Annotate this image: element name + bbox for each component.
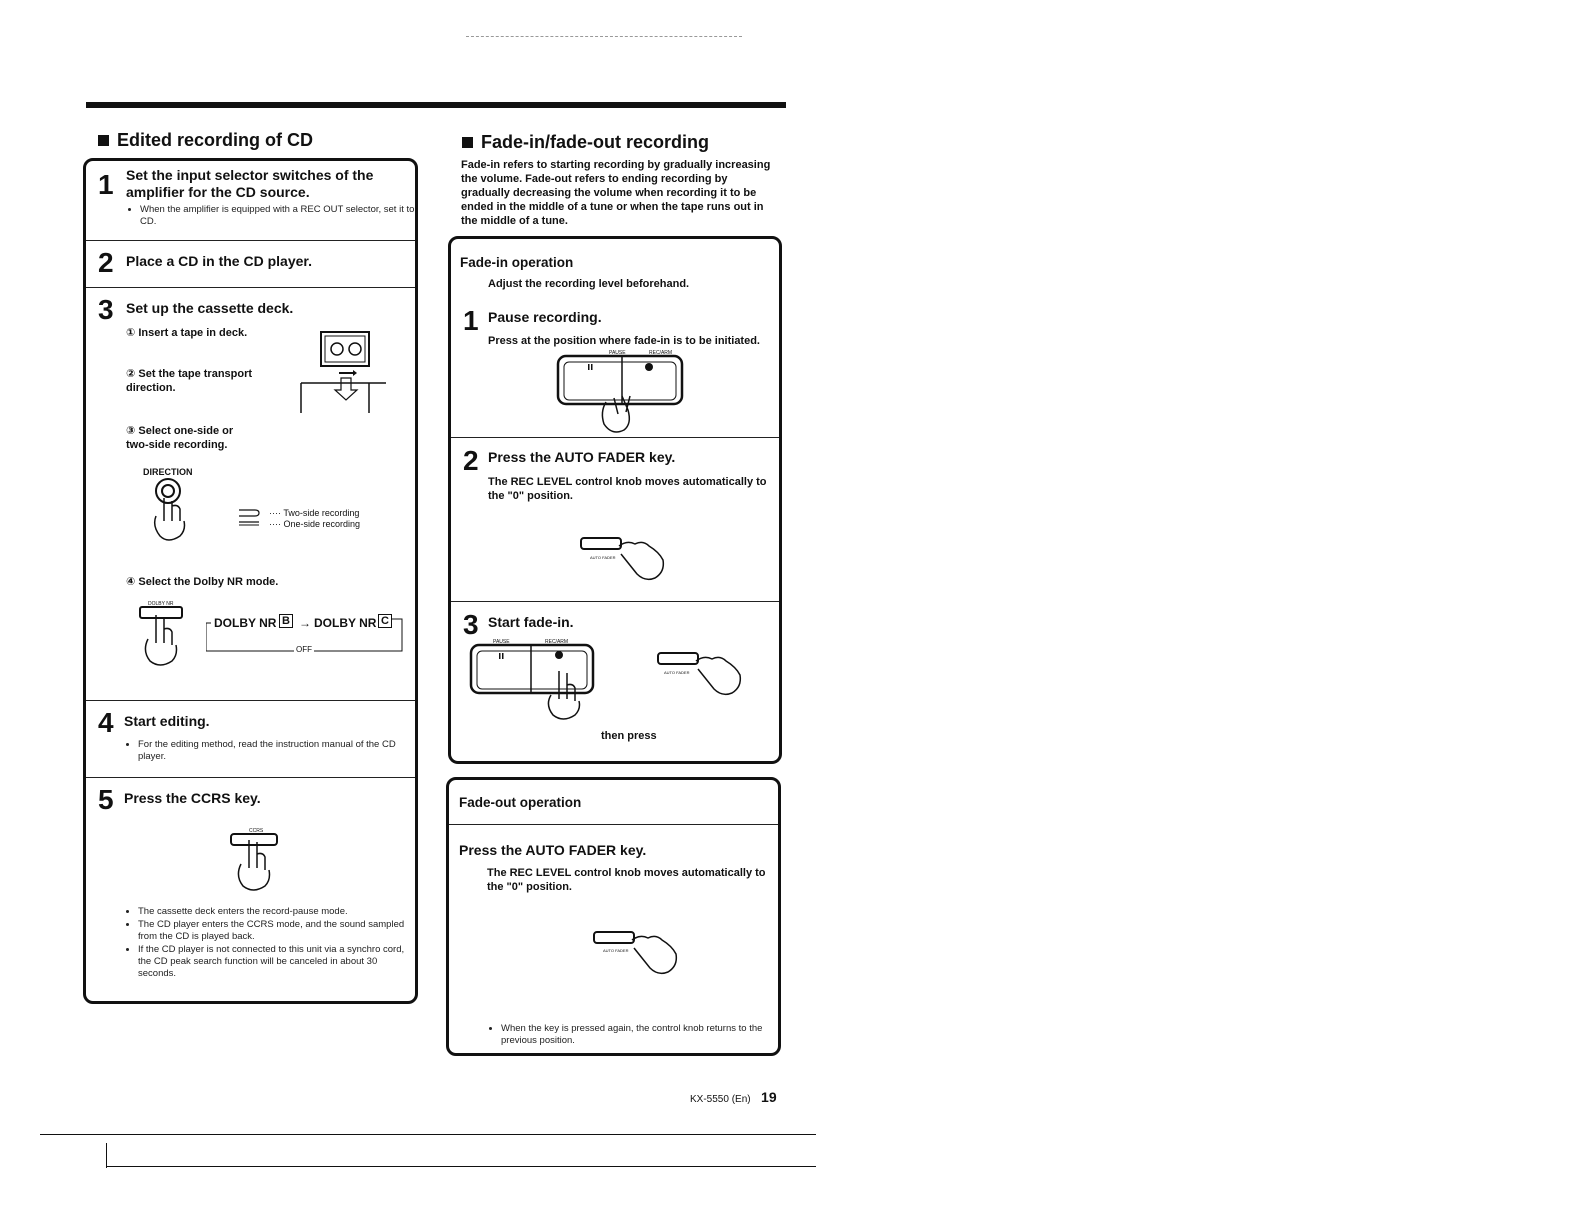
step-text: The REC LEVEL control knob moves automatically to the "0" position. <box>488 476 767 502</box>
fade-in-box <box>448 236 782 764</box>
note-text: • When the key is pressed again, the control knob returns to the previous position. <box>501 1023 777 1047</box>
dolby-key-icon <box>138 605 198 670</box>
pause-label: PAUSE <box>609 350 626 356</box>
fade-out-heading: Fade-out operation <box>459 795 582 810</box>
step-title: Start fade-in. <box>488 614 574 630</box>
step-number: 1 <box>98 169 114 200</box>
step-5 <box>86 778 415 1001</box>
step-4 <box>86 701 415 778</box>
note-text: • The cassette deck enters the record-pause mode. <box>138 906 416 918</box>
direction-knob-icon <box>146 476 206 546</box>
step-3 <box>86 288 415 701</box>
auto-fader-key-icon <box>656 649 746 699</box>
bullet-square-icon <box>98 135 109 146</box>
cassette-icon <box>291 328 391 418</box>
step-title: Press the AUTO FADER key. <box>488 449 676 465</box>
fader-label: AUTO FADER <box>590 555 616 560</box>
header-rule <box>86 102 786 108</box>
fade-in-heading: Fade-in operation <box>460 255 574 270</box>
legend-one-side: ···· One-side recording <box>269 519 361 529</box>
step-title: Pause recording. <box>488 309 602 325</box>
edited-recording-box <box>83 158 418 1004</box>
left-title-text: Edited recording of CD <box>117 130 314 150</box>
step-number: 1 <box>463 305 479 336</box>
pause-rec-buttons-icon <box>556 354 686 439</box>
substep-4: ④ Select the Dolby NR mode. <box>126 576 279 588</box>
step-note <box>124 739 414 764</box>
step-title: Place a CD in the CD player. <box>126 253 312 269</box>
step-title: Set the input selector switches of the amplifier for the CD source. <box>126 167 374 200</box>
fade-intro-text: Fade-in refers to starting recording by gradually increasing the volume. Fade-out refers to ending recording by gradually decreasing the volume when recording it to be ended in the middle of a tune or when the tape runs out in the middle of a tune. <box>461 159 771 227</box>
dolby-c-text: DOLBY NR <box>314 616 377 630</box>
step-number: 3 <box>463 609 479 640</box>
substep-3: ③ Select one-side or two-side recording. <box>126 425 234 451</box>
divider <box>451 437 779 438</box>
step-title: Start editing. <box>124 713 210 729</box>
auto-fader-key-icon <box>579 534 669 584</box>
step-number: 3 <box>98 294 114 325</box>
step-title: Press the AUTO FADER key. <box>459 842 647 858</box>
note-text: • When the amplifier is equipped with a REC OUT selector, set it to CD. <box>140 204 416 228</box>
direction-label: DIRECTION <box>143 467 193 477</box>
divider <box>449 824 778 825</box>
ccrs-key-icon <box>229 832 289 894</box>
dolby-b-text: DOLBY NR <box>214 616 277 630</box>
step-title: Press the CCRS key. <box>124 790 261 806</box>
pause-label: PAUSE <box>493 639 510 645</box>
fade-out-box <box>446 777 781 1056</box>
arrow-right-icon: → <box>299 616 311 630</box>
dolby-off-text: OFF <box>296 645 312 654</box>
note-text: • The CD player enters the CCRS mode, and the sound sampled from the CD is played back. <box>138 919 416 943</box>
legend-two-side: ···· Two-side recording <box>269 508 360 518</box>
rec-label: REC/ARM <box>545 639 569 645</box>
right-title-text: Fade-in/fade-out recording <box>481 132 710 152</box>
model-code: KX-5550 (En) <box>690 1094 751 1105</box>
then-press-text: then press <box>601 730 657 742</box>
step-number: 5 <box>98 784 114 815</box>
dolby-key-label: DOLBY NR <box>148 601 174 607</box>
step-title: Set up the cassette deck. <box>126 300 294 316</box>
bullet-square-icon <box>462 137 473 148</box>
auto-fader-key-icon <box>592 928 682 978</box>
dolby-b-box: B <box>279 614 293 628</box>
step-notes <box>124 906 416 981</box>
ccrs-key-label: CCRS <box>249 828 264 834</box>
step-number: 2 <box>98 247 114 278</box>
page-number: 19 <box>761 1089 777 1105</box>
step-1 <box>86 161 415 241</box>
step-text: Press at the position where fade-in is to be initiated. <box>488 335 760 347</box>
right-section-title <box>462 132 709 153</box>
step-2 <box>86 241 415 288</box>
fade-in-subheading: Adjust the recording level beforehand. <box>488 278 690 290</box>
fader-label: AUTO FADER <box>664 670 690 675</box>
top-dashed-rule <box>466 36 742 37</box>
step-text: The REC LEVEL control knob moves automatically to the "0" position. <box>487 867 766 893</box>
fader-label: AUTO FADER <box>603 948 629 953</box>
step-number: 2 <box>463 445 479 476</box>
dolby-c-box: C <box>378 614 392 628</box>
dolby-chain <box>206 613 404 653</box>
substep-1: ① Insert a tape in deck. <box>126 327 248 339</box>
bottom-rule-2 <box>106 1166 816 1167</box>
step-number: 4 <box>98 707 114 738</box>
fade-out-note <box>487 1023 777 1048</box>
note-text: • If the CD player is not connected to this unit via a synchro cord, the CD peak search function will be canceled in about 30 seconds. <box>138 944 416 980</box>
divider <box>451 601 779 602</box>
bottom-edge <box>106 1143 107 1168</box>
rec-label: REC/ARM <box>649 350 673 356</box>
left-section-title <box>98 130 313 151</box>
step-note <box>126 204 416 229</box>
page-footer <box>690 1089 777 1107</box>
bottom-rule <box>40 1134 816 1135</box>
substep-2: ② Set the tape transport direction. <box>126 368 253 394</box>
note-text: • For the editing method, read the instruction manual of the CD player. <box>138 739 414 763</box>
direction-mode-icon <box>237 506 267 528</box>
pause-rec-press-icon <box>469 643 599 723</box>
